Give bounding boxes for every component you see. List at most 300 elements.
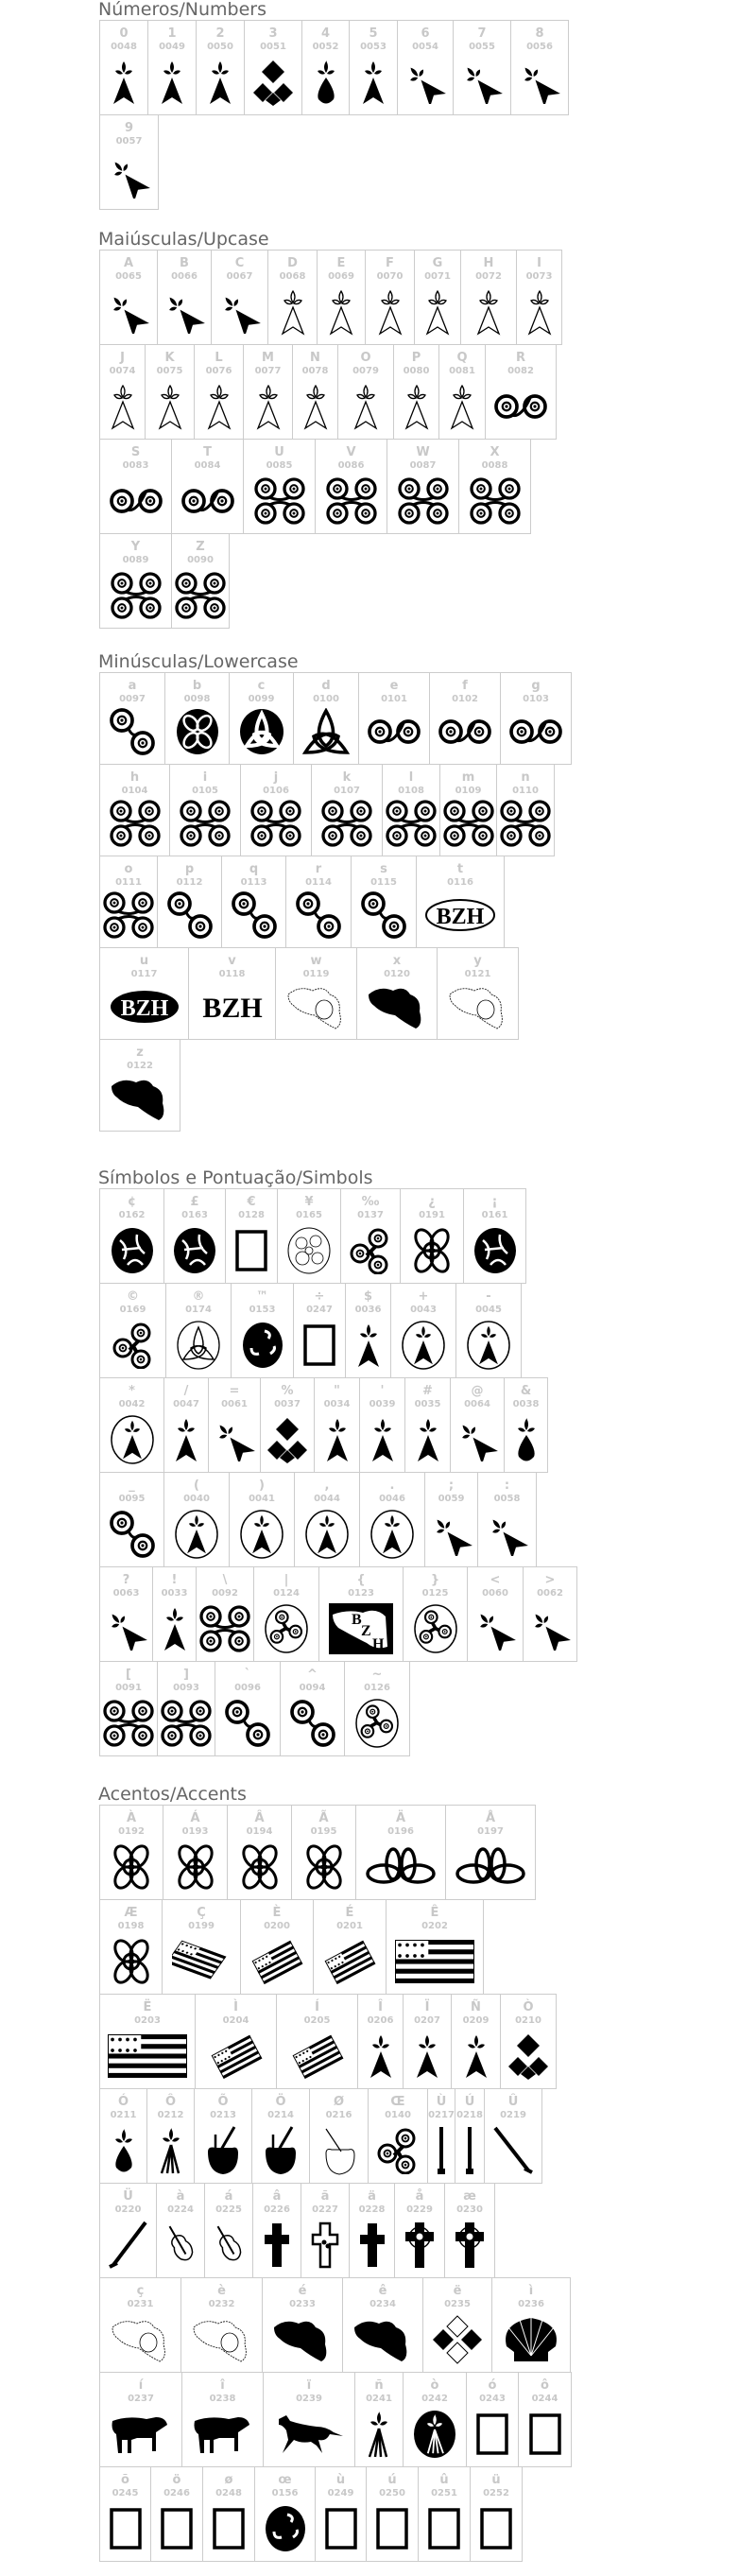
glyph-character: ¡	[491, 1195, 498, 1209]
glyph-cell[interactable]	[99, 2372, 182, 2467]
glyph-character: `	[244, 1668, 251, 1682]
glyph-code: 0113	[240, 877, 267, 888]
glyph-cell[interactable]	[147, 20, 197, 115]
glyph-cell[interactable]	[293, 672, 359, 765]
glyph-cell[interactable]	[315, 439, 387, 534]
glyph-cell[interactable]	[157, 856, 222, 948]
glyph-cell[interactable]	[337, 344, 394, 440]
glyph-cell[interactable]	[416, 856, 505, 948]
glyph-cell[interactable]	[301, 20, 350, 115]
glyph-code: 0125	[421, 1588, 449, 1599]
glyph-character: b	[192, 679, 202, 693]
glyph-cell[interactable]	[169, 764, 241, 856]
glyph-cell[interactable]	[460, 250, 517, 345]
glyph-character: Ñ	[471, 2000, 481, 2014]
glyph-code: 0055	[469, 42, 495, 52]
glyph-character: 6	[421, 26, 430, 41]
glyph-cell[interactable]	[393, 344, 439, 440]
glyph-code: 0137	[357, 1210, 384, 1220]
glyph-character: z	[136, 1046, 144, 1060]
glyph-cell[interactable]	[181, 2372, 264, 2467]
glyph-cell[interactable]	[252, 2183, 301, 2278]
glyph-cell[interactable]	[215, 1661, 281, 1756]
glyph-cell[interactable]	[368, 2088, 428, 2184]
glyph-code: 0056	[526, 42, 553, 52]
ermine-outline-icon	[318, 285, 365, 338]
glyph-cell[interactable]	[403, 1994, 452, 2089]
glyph-code: 0090	[187, 555, 214, 565]
glyph-code: 0242	[421, 2394, 448, 2404]
glyph-cell[interactable]	[340, 1188, 401, 1284]
glyph-character: ä	[368, 2189, 376, 2204]
disc-pattern-icon	[164, 1224, 225, 1277]
glyph-character: Ù	[436, 2095, 447, 2109]
glyph-cell[interactable]	[451, 1994, 501, 2089]
glyph-code: 0121	[464, 969, 491, 979]
glyph-character: O	[360, 351, 371, 365]
glyph-cell[interactable]	[163, 1472, 230, 1567]
glyph-cell[interactable]	[99, 2088, 147, 2184]
glyph-cell[interactable]	[450, 1377, 505, 1473]
glyph-row	[99, 2277, 572, 2373]
glyph-cell[interactable]	[99, 439, 172, 534]
glyph-cell[interactable]	[231, 1283, 294, 1378]
glyph-cell[interactable]	[157, 1661, 215, 1756]
flag-icon	[387, 1935, 483, 1988]
glyph-cell[interactable]	[351, 856, 417, 948]
section	[99, 652, 572, 1132]
glyph-character: ã	[320, 2189, 330, 2204]
glyph-cell[interactable]	[315, 2466, 367, 2562]
glyph-cell[interactable]	[99, 2277, 181, 2373]
glyph-character: .	[389, 1478, 395, 1493]
glyph-cell[interactable]	[99, 2183, 157, 2278]
glyph-cell[interactable]	[516, 250, 562, 345]
glyph-code: 0046	[379, 1494, 405, 1504]
glyph-cell[interactable]	[171, 439, 244, 534]
glyph-cell[interactable]	[291, 1805, 356, 1900]
glyph-cell[interactable]	[484, 2088, 542, 2184]
glyph-cell[interactable]	[427, 2088, 455, 2184]
glyph-cell[interactable]	[225, 1188, 278, 1284]
glyph-cell[interactable]	[285, 856, 352, 948]
glyph-cell[interactable]	[146, 2088, 195, 2184]
glyph-cell[interactable]	[424, 1472, 478, 1567]
glyph-cell[interactable]	[311, 764, 383, 856]
glyph-cell[interactable]	[180, 2277, 263, 2373]
glyph-cell[interactable]	[204, 2183, 253, 2278]
glyph-cell[interactable]	[99, 114, 159, 210]
glyph-cell[interactable]	[301, 2183, 350, 2278]
glyph-cell[interactable]	[99, 1566, 153, 1662]
glyph-character: ^	[307, 1668, 318, 1682]
glyph-cell[interactable]	[99, 250, 158, 345]
glyph-cell[interactable]	[394, 2183, 445, 2278]
glyph-cell[interactable]	[99, 1899, 163, 1995]
glyph-cell[interactable]	[211, 250, 268, 345]
glyph-cell[interactable]	[251, 2088, 310, 2184]
glyph-character: C	[234, 256, 245, 270]
glyph-row	[99, 1039, 572, 1132]
glyph-code: 0220	[114, 2204, 142, 2215]
glyph-character: ï	[306, 2378, 312, 2393]
glyph-code: 0068	[279, 271, 306, 282]
glyph-character: ë	[453, 2284, 462, 2298]
triskel-icon	[100, 1319, 165, 1372]
glyph-character: 8	[535, 26, 544, 41]
glyph-code: 0248	[215, 2488, 242, 2498]
box-icon	[519, 2408, 571, 2461]
glyph-cell[interactable]	[500, 672, 572, 765]
glyph-character: 5	[369, 26, 378, 41]
glyph-cell[interactable]	[518, 2372, 572, 2467]
glyph-cell[interactable]	[195, 1994, 277, 2089]
glyph-cell[interactable]	[455, 1283, 522, 1378]
glyph-code: 0230	[456, 2204, 483, 2215]
glyph-cell[interactable]	[99, 672, 165, 765]
glyph-code: 0244	[531, 2394, 558, 2404]
glyph-cell[interactable]	[359, 1472, 425, 1567]
spiral-quad-icon	[100, 797, 169, 850]
section-title: Minúsculas/Lowercase	[98, 651, 299, 672]
glyph-cell[interactable]	[491, 2277, 571, 2373]
glyph-code: 0210	[515, 2015, 541, 2026]
glyph-cell[interactable]	[349, 2183, 395, 2278]
glyph-cell[interactable]	[463, 1188, 526, 1284]
glyph-character: u	[139, 954, 149, 968]
glyph-cell[interactable]	[313, 1899, 387, 1995]
glyph-code: 0207	[414, 2015, 440, 2026]
glyph-cell[interactable]	[280, 1661, 345, 1756]
box-icon	[294, 1319, 345, 1372]
glyph-character: I	[537, 256, 541, 270]
glyph-code: 0163	[181, 1210, 208, 1220]
glyph-cell[interactable]	[437, 947, 519, 1040]
glyph-character: Î	[378, 2000, 383, 2014]
glyph-cell[interactable]	[99, 533, 172, 629]
glyph-cell[interactable]	[99, 1472, 164, 1567]
spiral-single-icon	[158, 889, 221, 942]
glyph-character: î	[220, 2378, 225, 2393]
glyph-character: a	[128, 679, 137, 693]
knot-wide-icon	[356, 1841, 445, 1893]
ermine-tilted-icon	[478, 1508, 536, 1561]
glyph-cell[interactable]	[260, 1377, 315, 1473]
horse-icon	[264, 2408, 354, 2461]
ermine-tilted-icon	[100, 285, 157, 338]
glyph-cell[interactable]	[188, 947, 276, 1040]
glyph-cell[interactable]	[263, 2372, 355, 2467]
glyph-cell[interactable]	[277, 1188, 341, 1284]
glyph-cell[interactable]	[390, 1283, 456, 1378]
glyph-cell[interactable]	[439, 764, 497, 856]
glyph-character: Ö	[275, 2095, 286, 2109]
ermine-icon	[360, 1413, 404, 1466]
glyph-code: 0245	[112, 2488, 139, 2498]
glyph-cell[interactable]	[240, 764, 312, 856]
glyph-cell[interactable]	[438, 344, 486, 440]
glyph-cell[interactable]	[418, 2466, 471, 2562]
glyph-cell[interactable]	[470, 2466, 523, 2562]
glyph-cell[interactable]	[163, 1188, 226, 1284]
glyph-cell[interactable]	[99, 1283, 166, 1378]
glyph-code: 0214	[267, 2110, 294, 2120]
glyph-cell[interactable]	[314, 1377, 360, 1473]
glyph-cell[interactable]	[444, 2183, 495, 2278]
glyph-cell[interactable]	[171, 533, 230, 629]
glyph-cell[interactable]	[404, 1377, 451, 1473]
glyph-code: 0251	[431, 2488, 457, 2498]
glyph-cell[interactable]	[345, 1283, 391, 1378]
glyph-cell[interactable]	[275, 947, 357, 1040]
glyph-character: Å	[485, 1811, 496, 1825]
glyph-row	[99, 856, 572, 948]
cross-outline-icon	[301, 2219, 349, 2272]
glyph-code: 0071	[424, 271, 451, 282]
glyph-cell[interactable]	[453, 20, 511, 115]
glyph-code: 0217	[428, 2110, 455, 2120]
knot-icon	[163, 1841, 227, 1893]
glyph-code: 0219	[500, 2110, 526, 2120]
glyph-cell[interactable]	[354, 2372, 404, 2467]
glyph-cell[interactable]	[400, 1188, 464, 1284]
spiral-quad-icon	[170, 797, 240, 850]
glyph-cell[interactable]	[523, 1566, 577, 1662]
glyph-cell[interactable]	[414, 250, 461, 345]
glyph-cell[interactable]	[243, 439, 316, 534]
glyph-cell[interactable]	[397, 20, 454, 115]
glyph-cell[interactable]	[165, 1283, 232, 1378]
glyph-cell[interactable]	[349, 20, 398, 115]
glyph-character: U	[274, 445, 284, 459]
glyph-cell[interactable]	[276, 1994, 358, 2089]
svg-text:H: H	[372, 1636, 385, 1652]
glyph-code: 0064	[464, 1399, 490, 1409]
glyph-code: 0036	[354, 1305, 382, 1315]
ermine-outline-icon	[439, 380, 485, 433]
glyph-row	[99, 1661, 577, 1756]
glyph-character: (	[194, 1478, 199, 1493]
glyph-code: 0052	[312, 42, 339, 52]
triquetra-disc-icon	[230, 705, 293, 758]
glyph-cell[interactable]	[156, 2183, 205, 2278]
glyph-cell[interactable]	[358, 672, 430, 765]
glyph-cell[interactable]	[99, 856, 158, 948]
ermine-outline-icon	[461, 285, 516, 338]
glyph-cell[interactable]	[356, 947, 438, 1040]
ermine-icon	[197, 56, 244, 109]
glyph-cell[interactable]	[357, 1994, 404, 2089]
glyph-cell[interactable]	[317, 250, 366, 345]
glyph-character: /	[183, 1384, 189, 1398]
glyph-cell[interactable]	[366, 2466, 419, 2562]
glyph-cell[interactable]	[267, 250, 318, 345]
glyph-code: 0209	[462, 2015, 490, 2026]
glyph-cell[interactable]	[403, 1566, 468, 1662]
glyph-cell[interactable]	[292, 344, 338, 440]
spiral-quad-icon	[158, 1697, 215, 1750]
glyph-character: ú	[387, 2473, 397, 2487]
glyph-cell[interactable]	[229, 672, 294, 765]
glyph-character: A	[123, 256, 134, 270]
glyph-cell[interactable]	[243, 344, 293, 440]
glyph-code: 0250	[379, 2488, 405, 2498]
glyph-cell[interactable]	[152, 1566, 197, 1662]
glyph-cell[interactable]	[293, 1283, 346, 1378]
glyph-character: :	[504, 1478, 510, 1493]
glyph-code: 0233	[289, 2299, 316, 2309]
glyph-code: 0043	[410, 1305, 437, 1315]
glyph-character: d	[321, 679, 331, 693]
ermine-tilted-icon	[524, 1602, 576, 1655]
glyph-cell[interactable]	[422, 2277, 492, 2373]
glyph-cell[interactable]	[485, 344, 557, 440]
glyph-code: 0062	[537, 1588, 563, 1599]
glyph-cell[interactable]	[445, 1805, 536, 1900]
glyph-character: é	[298, 2284, 307, 2298]
glyph-cell[interactable]	[194, 344, 244, 440]
glyph-character: æ	[463, 2189, 476, 2204]
glyph-character: Ï	[424, 2000, 430, 2014]
glyph-cell[interactable]	[318, 1566, 404, 1662]
glyph-cell[interactable]	[99, 1661, 158, 1756]
glyph-character: È	[272, 1906, 282, 1920]
glyph-cell[interactable]	[99, 1994, 196, 2089]
glyph-character: í	[138, 2378, 144, 2393]
glyph-code: 0225	[215, 2204, 242, 2215]
glyph-character: à	[176, 2189, 185, 2204]
glyph-cell[interactable]	[240, 1899, 314, 1995]
glyph-code: 0228	[358, 2204, 386, 2215]
glyph-cell[interactable]	[359, 1377, 405, 1473]
glyph-cell[interactable]	[99, 344, 146, 440]
triskel-oval-icon	[404, 1602, 467, 1655]
ermine-rays-icon	[355, 2408, 403, 2461]
spiral-double-icon	[501, 705, 571, 758]
glyph-code: 0049	[159, 42, 185, 52]
glyph-cell[interactable]	[342, 2277, 423, 2373]
glyph-row	[99, 1377, 577, 1473]
glyph-cell[interactable]	[164, 672, 230, 765]
glyph-cell[interactable]	[504, 1377, 548, 1473]
glyph-cell[interactable]	[194, 2088, 252, 2184]
glyph-cell[interactable]	[403, 2372, 467, 2467]
glyph-cell[interactable]	[196, 20, 245, 115]
glyph-cell[interactable]	[244, 20, 302, 115]
glyph-cell[interactable]	[202, 2466, 255, 2562]
glyph-cell[interactable]	[99, 1377, 164, 1473]
glyph-code: 0212	[157, 2110, 184, 2120]
diamonds-icon	[423, 2313, 491, 2366]
glyph-cell[interactable]	[500, 1994, 557, 2089]
glyph-code: 0165	[296, 1210, 322, 1220]
glyph-character: g	[531, 679, 541, 693]
glyph-code: 0058	[493, 1494, 521, 1504]
glyph-cell[interactable]	[208, 1377, 261, 1473]
glyph-cell[interactable]	[262, 2277, 343, 2373]
glyph-code: 0195	[310, 1826, 337, 1837]
glyph-character: P	[411, 351, 421, 365]
glyph-cell[interactable]	[458, 439, 531, 534]
glyph-cell[interactable]	[466, 2372, 519, 2467]
glyph-character: ;	[448, 1478, 455, 1493]
box-icon	[419, 2502, 470, 2555]
spiral-quad-icon	[387, 475, 458, 527]
glyph-code: 0162	[118, 1210, 146, 1220]
glyph-cell[interactable]	[99, 1805, 163, 1900]
glyph-cell[interactable]	[344, 1661, 410, 1756]
glyph-cell[interactable]	[157, 250, 212, 345]
glyph-cell[interactable]	[99, 1039, 180, 1132]
pipe-vertical-icon	[428, 2124, 455, 2177]
glyph-cell[interactable]	[163, 1805, 228, 1900]
glyph-cell[interactable]	[294, 1472, 360, 1567]
glyph-code: 0087	[409, 460, 437, 471]
glyph-cell[interactable]	[150, 2466, 203, 2562]
glyph-cell[interactable]	[99, 947, 189, 1040]
glyph-cell[interactable]	[162, 1899, 241, 1995]
glyph-cell[interactable]	[477, 1472, 537, 1567]
glyph-cell[interactable]	[99, 764, 170, 856]
knot-icon	[100, 1841, 163, 1893]
glyph-cell[interactable]	[510, 20, 569, 115]
glyph-code: 0122	[127, 1061, 153, 1071]
ermine-icon	[405, 1413, 450, 1466]
map-icon	[263, 2313, 342, 2366]
glyph-character: p	[184, 862, 195, 876]
ermine-tilted-icon	[511, 56, 568, 109]
glyph-cell[interactable]	[365, 250, 415, 345]
glyph-row	[99, 1805, 572, 1900]
glyph-cell[interactable]	[221, 856, 286, 948]
glyph-character: F	[386, 256, 394, 270]
glyph-cell[interactable]	[386, 1899, 484, 1995]
glyph-cell[interactable]	[145, 344, 195, 440]
glyph-code: 0224	[167, 2204, 194, 2215]
glyph-cell[interactable]	[254, 2466, 316, 2562]
glyph-code: 0107	[334, 786, 360, 796]
section-title: Símbolos e Pontuação/Simbols	[98, 1167, 373, 1188]
glyph-code: 0247	[306, 1305, 333, 1315]
glyph-cell[interactable]	[253, 1566, 319, 1662]
glyph-cell[interactable]	[163, 1377, 209, 1473]
glyph-cell[interactable]	[467, 1566, 524, 1662]
glyph-cell[interactable]	[496, 764, 555, 856]
glyph-cell[interactable]	[227, 1805, 292, 1900]
glyph-cell[interactable]	[309, 2088, 369, 2184]
glyph-cell[interactable]	[196, 1566, 254, 1662]
glyph-cell[interactable]	[355, 1805, 446, 1900]
glyph-code: 0116	[447, 877, 473, 888]
glyph-cell[interactable]	[99, 1188, 164, 1284]
glyph-cell[interactable]	[99, 2466, 151, 2562]
glyph-cell[interactable]	[99, 20, 148, 115]
glyph-row	[99, 250, 562, 345]
glyph-cell[interactable]	[429, 672, 501, 765]
ermine-oval-icon	[456, 1319, 521, 1372]
glyph-character: t	[456, 862, 464, 876]
glyph-cell[interactable]	[387, 439, 459, 534]
glyph-character: Ü	[123, 2189, 133, 2204]
glyph-cell[interactable]	[229, 1472, 295, 1567]
ermine-drop-icon	[302, 56, 349, 109]
glyph-cell[interactable]	[382, 764, 440, 856]
glyph-code: 0110	[512, 786, 539, 796]
glyph-code: 0161	[481, 1210, 508, 1220]
cow-icon	[100, 2408, 181, 2461]
glyph-cell[interactable]	[455, 2088, 485, 2184]
glyph-code: 0099	[248, 694, 275, 704]
